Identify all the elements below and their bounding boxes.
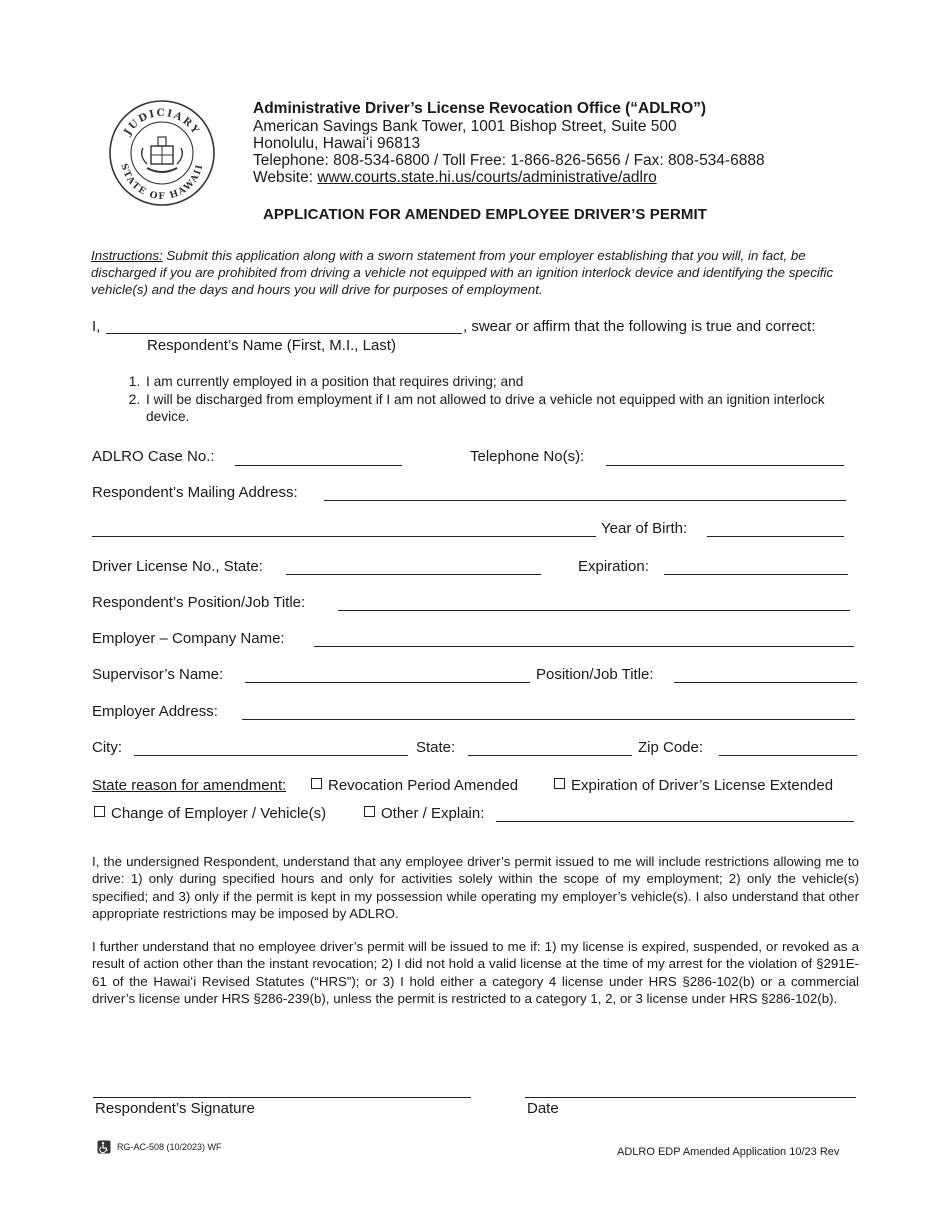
statement-2: 2. I will be discharged from employment if I am not allowed to drive a vehicle not equipped with an ignition interlock device. <box>144 391 864 426</box>
instructions-text: Submit this application along with a sworn statement from your employer establishing that you will, in fact, be discharged if you are prohibited from driving a vehicle not equipped with an ignition interlock device and identifying the specific vehicle(s) and the days and hours you will drive for purposes of employment. <box>91 248 834 297</box>
zip-field[interactable] <box>719 755 857 756</box>
date-field[interactable] <box>525 1097 856 1098</box>
oath-suffix: , swear or affirm that the following is true and correct: <box>463 318 816 335</box>
office-website <box>253 169 657 187</box>
revision-note: ADLRO EDP Amended Application 10/23 Rev <box>617 1146 840 1158</box>
position-label: Respondent’s Position/Job Title: <box>92 594 306 611</box>
website-label: Website: <box>253 169 318 186</box>
restrictions-paragraph: I, the undersigned Respondent, understand that any employee driver’s permit issued to me will include restrictions allowing me to drive: 1) only during specified hours and only for activities solely within the scope of my employment; 2) only the vehicle(s) specified; and 3) only if the permit is kept in my possession while operating my employer’s vehicle(s). I also understand that other appropriate restrictions may be imposed by ADLRO. <box>92 854 859 921</box>
date-label: Date <box>527 1100 559 1117</box>
option-change-employer-label: Change of Employer / Vehicle(s) <box>111 805 327 822</box>
checkbox-change-employer[interactable] <box>94 806 105 817</box>
option-revocation-period-label: Revocation Period Amended <box>328 777 519 794</box>
office-phone-line: Telephone: 808-534-6800 / Toll Free: 1-866-826-5656 / Fax: 808-534-6888 <box>253 152 765 169</box>
svg-text:JUDICIARY: JUDICIARY <box>122 107 202 138</box>
option-license-extended-label: Expiration of Driver’s License Extended <box>571 777 834 794</box>
state-field[interactable] <box>468 755 632 756</box>
expiration-field[interactable] <box>664 574 848 575</box>
mailing-address-field[interactable] <box>324 500 846 501</box>
employer-address-field[interactable] <box>242 719 855 720</box>
supervisor-position-label: Position/Job Title: <box>536 666 654 683</box>
option-change-employer[interactable] <box>94 805 326 822</box>
mailing-address-label: Respondent’s Mailing Address: <box>92 484 298 501</box>
license-no-field[interactable] <box>286 574 541 575</box>
state-label: State: <box>416 739 456 756</box>
eligibility-paragraph: I further understand that no employee driver’s permit will be issued to me if: 1) my license is expired, suspended, or revoked as a result of action other than the instant revocation; 2) I did not hold a valid license at the time of my arrest for the violation of §291E-61 of the Hawaiʻi Revised Statutes (“HRS”); or 3) I hold either a category 4 license under HRS §286-102(b) or a commercial driver’s license under HRS §286-239(b), unless the permit is restricted to a category 1, 2, or 3 license under HRS §286-102(b). <box>92 939 859 1006</box>
checkbox-revocation-period[interactable] <box>311 778 322 789</box>
office-name: Administrative Driver’s License Revocation Office (“ADLRO”) <box>253 100 707 117</box>
case-no-label: ADLRO Case No.: <box>92 448 215 465</box>
amendment-label: State reason for amendment: <box>92 777 287 794</box>
form-code: RG-AC-508 (10/2023) WF <box>117 1142 222 1152</box>
supervisor-position-field[interactable] <box>674 682 857 683</box>
instructions <box>91 247 861 298</box>
office-address-line1: American Savings Bank Tower, 1001 Bishop Street, Suite 500 <box>253 118 677 135</box>
statement-list <box>91 373 864 426</box>
zip-label: Zip Code: <box>638 739 704 756</box>
city-field[interactable] <box>134 755 408 756</box>
accessibility-icon <box>97 1140 111 1154</box>
option-revocation-period[interactable] <box>311 777 518 794</box>
svg-text:STATE OF HAWAII: STATE OF HAWAII <box>118 162 206 203</box>
year-of-birth-label: Year of Birth: <box>601 520 688 537</box>
employer-label: Employer – Company Name: <box>92 630 285 647</box>
year-of-birth-field[interactable] <box>707 536 844 537</box>
license-no-label: Driver License No., State: <box>92 558 263 575</box>
checkbox-license-extended[interactable] <box>554 778 565 789</box>
instructions-label: Instructions: <box>91 248 163 263</box>
option-other[interactable] <box>364 805 484 822</box>
case-no-field[interactable] <box>235 465 402 466</box>
supervisor-label: Supervisor’s Name: <box>92 666 224 683</box>
mailing-address-field-2[interactable] <box>92 536 596 537</box>
supervisor-field[interactable] <box>245 682 530 683</box>
statement-1: 1. I am currently employed in a position that requires driving; and <box>144 373 864 391</box>
document-title: APPLICATION FOR AMENDED EMPLOYEE DRIVER’S PERMIT <box>263 206 707 223</box>
website-link[interactable]: www.courts.state.hi.us/courts/administrative/adlro <box>317 169 657 186</box>
expiration-label: Expiration: <box>578 558 649 575</box>
office-address-line2: Honolulu, Hawaiʻi 96813 <box>253 135 421 152</box>
respondent-name-caption: Respondent’s Name (First, M.I., Last) <box>147 337 396 354</box>
judiciary-seal-icon <box>107 98 217 208</box>
employer-address-label: Employer Address: <box>92 703 218 720</box>
telephone-label: Telephone No(s): <box>470 448 585 465</box>
option-license-extended[interactable] <box>554 777 833 794</box>
signature-label: Respondent’s Signature <box>95 1100 255 1117</box>
position-field[interactable] <box>338 610 850 611</box>
oath-prefix: I, <box>92 318 101 335</box>
telephone-field[interactable] <box>606 465 844 466</box>
respondent-name-field[interactable] <box>106 333 462 334</box>
employer-field[interactable] <box>314 646 854 647</box>
signature-field[interactable] <box>93 1097 471 1098</box>
other-explain-field[interactable] <box>496 821 854 822</box>
city-label: City: <box>92 739 122 756</box>
option-other-label: Other / Explain: <box>381 805 485 822</box>
checkbox-other[interactable] <box>364 806 375 817</box>
